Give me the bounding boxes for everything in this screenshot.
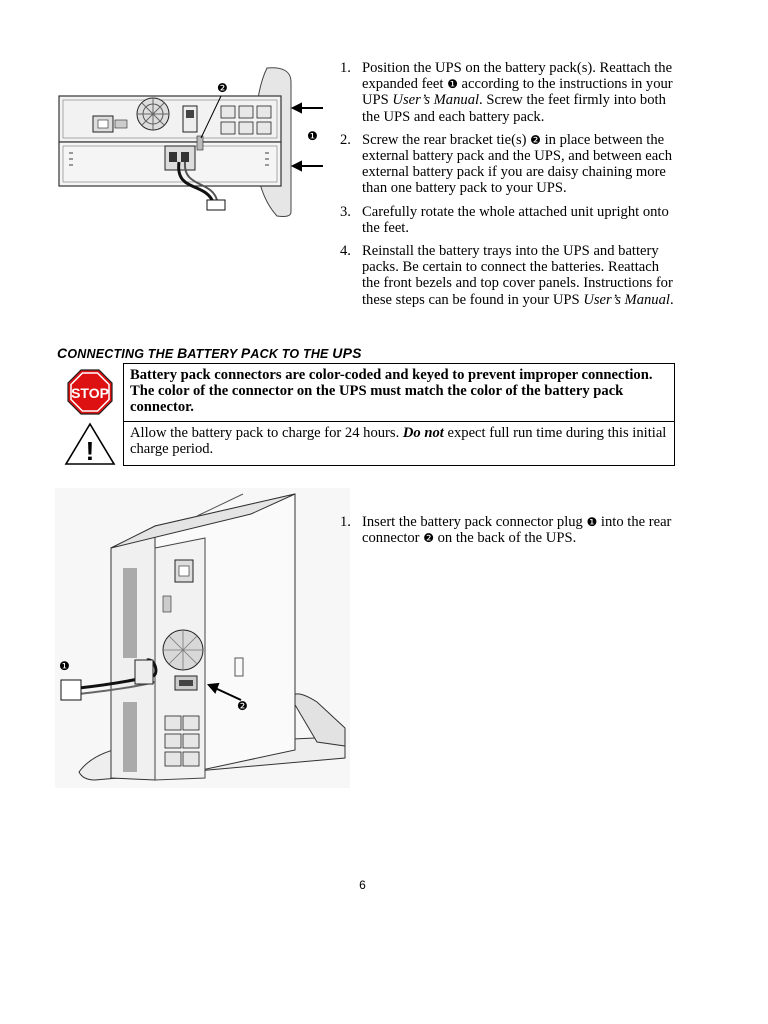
caution-text-part: Allow the battery pack to charge for 24 hours. [130, 425, 403, 441]
tower-ups-rear-illustration [55, 488, 350, 788]
step-text: Carefully rotate the whole attached unit upright onto the feet. [362, 203, 669, 236]
step-number: 3. [340, 203, 351, 220]
stop-notice-text: Battery pack connectors are color-coded and keyed to prevent improper connection. The color of the connector on the UPS must match the color of the battery pack connector. [123, 363, 675, 421]
step-number: 1. [340, 514, 351, 530]
caution-notice [57, 421, 675, 466]
step-text: . Screw the feet firmly into both the UPS and each battery pack. [362, 92, 666, 125]
step-number: 1. [340, 60, 351, 76]
step-item [340, 204, 680, 236]
heading-part: ATTERY [187, 347, 241, 361]
section-heading [57, 345, 362, 361]
callout-one-fig1: ❶ [307, 129, 318, 143]
step-item [340, 132, 680, 197]
step-text: Insert the battery pack connector plug [362, 514, 587, 530]
caution-notice-text [123, 421, 675, 466]
rack-ups-rear-illustration [55, 62, 330, 222]
callout-two-fig2: ❷ [237, 699, 248, 713]
manual-title: User’s Manual [583, 291, 670, 308]
heading-part: UPS [332, 345, 362, 361]
stop-sign-label: STOP [71, 385, 109, 401]
caution-text-part: expect full run time during this initial charge period. [130, 425, 667, 458]
step-number: 2. [340, 131, 351, 148]
stop-sign-icon [57, 363, 123, 421]
step-text: . [669, 291, 674, 308]
notice-table [57, 363, 675, 466]
step-text: Screw the rear bracket tie(s) [362, 131, 531, 148]
step-item [340, 243, 680, 308]
step-text: Position the UPS on the battery pack(s). Reattach the expanded feet [362, 60, 673, 93]
manual-title: User’s Manual [392, 92, 480, 109]
heading-part: B [177, 345, 188, 361]
stop-notice [57, 363, 675, 421]
callout-one-ref: ❶ [586, 515, 598, 529]
callout-two-ref: ❷ [530, 132, 541, 147]
callout-two-ref: ❷ [423, 531, 434, 546]
callout-one-ref: ❶ [447, 77, 458, 92]
heading-part: C [57, 345, 68, 361]
caution-triangle-icon [57, 421, 123, 466]
callout-two-fig1: ❷ [217, 81, 228, 95]
heading-part: P [240, 345, 251, 361]
step-text: in place between the external battery pack and the UPS, and between each external battery pack if you are daisy chaining more than one battery pack to your UPS. [362, 131, 672, 197]
step-item [340, 60, 680, 125]
heading-part: ACK TO THE [250, 347, 333, 361]
step-text: according to the instructions in your UPS [362, 76, 673, 109]
step-text: on the back of the UPS. [433, 530, 577, 547]
step-item [340, 514, 680, 546]
heading-part: ONNECTING THE [67, 347, 178, 361]
caution-emphasis: Do not [402, 425, 444, 441]
step-text: Reinstall the battery trays into the UPS and battery packs. Be certain to connect the batteries. Reattach the front bezels and top cover panels. Instructions for these steps can be found in your UPS [362, 243, 673, 308]
rack-install-steps [340, 60, 680, 315]
step-number: 4. [340, 243, 351, 260]
tower-connect-steps [340, 514, 680, 553]
caution-mark: ! [85, 435, 95, 466]
step-text: into the rear connector [362, 514, 672, 547]
page-number: 6 [359, 878, 366, 892]
callout-one-fig2: ❶ [59, 659, 70, 673]
